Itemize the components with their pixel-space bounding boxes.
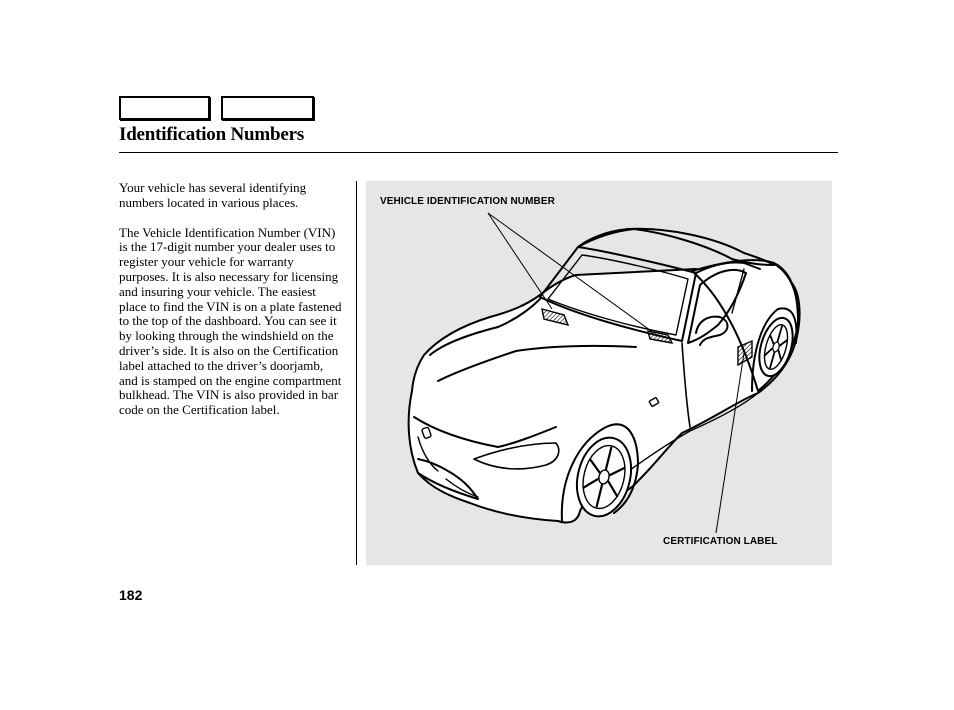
title-rule (119, 152, 838, 153)
vin-callout-label: VEHICLE IDENTIFICATION NUMBER (380, 196, 555, 207)
vehicle-illustration (366, 181, 832, 565)
certification-callout-label: CERTIFICATION LABEL (663, 536, 778, 547)
vin-paragraph: The Vehicle Identification Number (VIN) is the 17-digit number your dealer uses to register your vehicle for warranty purposes. It is also necessary for licensing and insuring your vehicle. The easiest place to find the VIN is on a plate fastened to the top of the dashboard. You can see it by looking through the windshield on the driver’s side. It is also on the Certification label attached to the driver’s doorjamb, and is stamped on the engine compartment bulkhead. The VIN is also provided in bar code on the Certification label. (119, 224, 342, 418)
car-drawing (366, 181, 832, 565)
body-text (119, 181, 345, 433)
page-title: Identification Numbers (119, 124, 305, 145)
vin-leader-1 (488, 213, 552, 309)
intro-paragraph: Your vehicle has several identifying numbers located in various places. (119, 180, 307, 210)
nav-tab-next[interactable] (221, 96, 314, 120)
page-number: 182 (119, 587, 143, 603)
nav-tab-previous[interactable] (119, 96, 210, 120)
column-divider (356, 181, 357, 565)
